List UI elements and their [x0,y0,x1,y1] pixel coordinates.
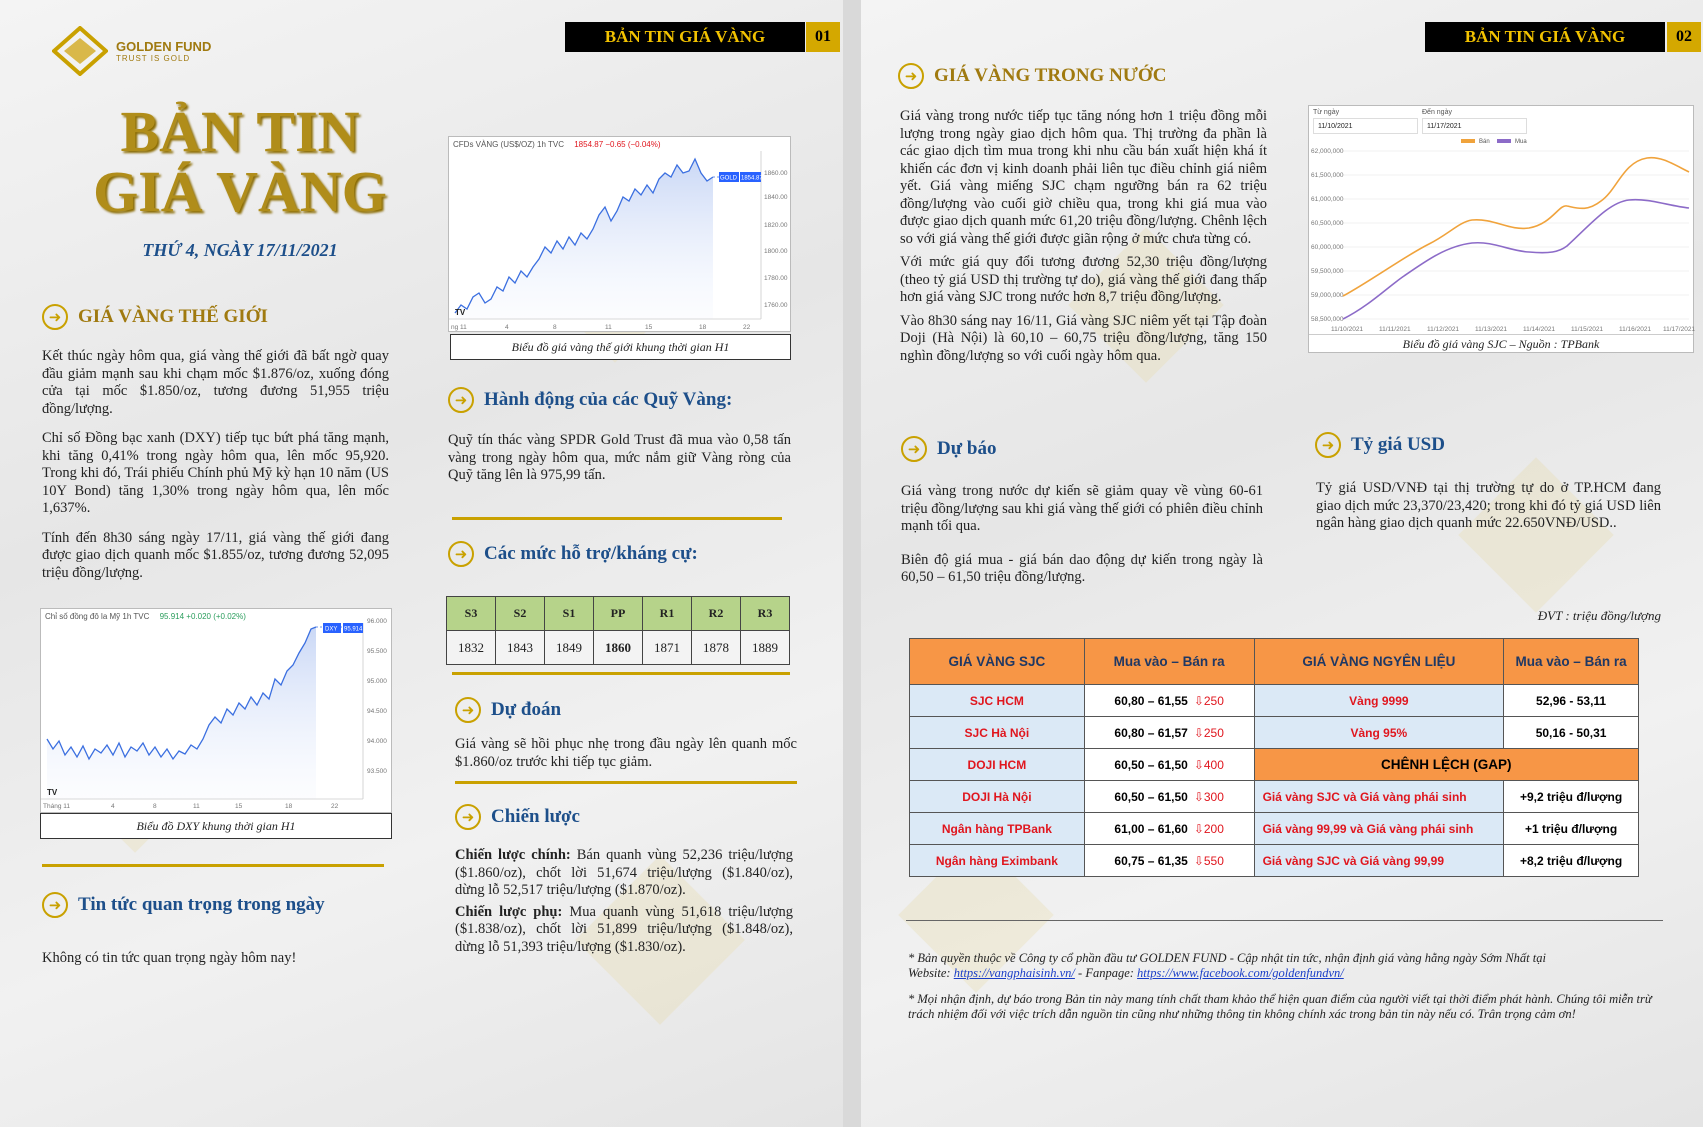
dxy-x-tick: 8 [153,803,157,810]
sjc-y-tick: 60,000,000 [1311,244,1344,251]
brand-logo [52,26,211,76]
row-price: 60,80 – 61,57 [1114,725,1188,740]
sjc-x-ticks [1331,326,1695,333]
sjc-x-tick: 11/11/2021 [1379,326,1411,333]
dxy-chart-svg [41,609,393,814]
table-row [910,781,1639,813]
section-divider [452,672,790,675]
footer-divider [906,920,1663,921]
dxy-chart-header: Chỉ số đồng đô la Mỹ 1h TVC 95.914 +0.020 (+0.02%) [45,612,246,621]
gold-price-table [909,638,1639,877]
gold-table-header-cell: Mua vào – Bán ra [1084,639,1254,685]
gold-y-ticks [764,170,788,309]
levels-header-cell: R3 [741,597,790,631]
row-right-value: +8,2 triệu đ/lượng [1504,845,1639,877]
levels-header-cell: S1 [545,597,594,631]
levels-value-cell: 1889 [741,631,790,665]
row-change: ⇩400 [1193,757,1224,772]
gold-chart-header: CFDs VÀNG (US$/OZ) 1h TVC 1854.87 −0.65 (−0.04%) [453,140,661,149]
main-title-line2: GIÁ VÀNG [93,159,387,224]
sjc-from-label: Từ ngày [1313,109,1340,116]
sjc-y-tick: 59,000,000 [1311,292,1344,299]
row-price: 61,00 – 61,60 [1114,821,1188,836]
row-right-value: +1 triệu đ/lượng [1504,813,1639,845]
gold-tag: GOLD [720,175,738,182]
sjc-x-tick: 11/13/2021 [1475,326,1508,333]
section-divider [42,864,384,867]
gold-y-tick: 1840.00 [764,194,788,201]
gold-x-tick: 22 [743,324,751,331]
page-number: 02 [1667,22,1701,52]
table-row [910,845,1639,877]
arrow-right-icon: ➜ [448,387,474,413]
tradingview-logo-icon: TV [455,308,466,317]
copyright-line: * Bản quyền thuộc về Công ty cổ phần đầu tư GOLDEN FUND - Cập nhật tin tức, nhận định giá vàng hằng ngày Sớm Nhất tại [908,951,1546,965]
arrow-right-icon: ➜ [42,304,68,330]
gold-y-tick: 1860.00 [764,170,788,177]
domestic-text [900,108,1267,377]
levels-header-row [447,597,790,631]
section-divider [452,517,782,520]
levels-value-cell: 1860 [594,631,643,665]
row-change: ⇩300 [1193,789,1224,804]
sjc-x-tick: 11/12/2021 [1427,326,1460,333]
dxy-tag-value: 95.914 [344,626,363,633]
sjc-buy-line [1343,200,1689,319]
funds-title: Hành động của các Quỹ Vàng: [484,389,733,410]
header-title: BẢN TIN GIÁ VÀNG [565,22,805,52]
issue-date: THỨ 4, NGÀY 17/11/2021 [142,240,338,260]
dxy-x-ticks [43,803,339,810]
domestic-p1: Giá vàng trong nước tiếp tục tăng nóng hơn 1 triệu đồng mỗi lượng trong ngày giao dịch hôm qua. Thị trường đa phần là các giao dịch tìm mua trong khi nhu cầu bán xuất hiện khá ít khiến các đơn vị kinh doanh phải liên tục điều chỉnh giá niêm yết. Giá vàng miếng SJC chạm ngưỡng bán ra 62 triệu đồng/lượng vào cuối giờ chiều qua, trong khi giá mua vào được giao dịch quanh mức 61,20 triệu đồng/lượng. Chênh lệch so với giá vàng thế giới được giãn rộng ở mức chưa từng có. [900,108,1267,247]
funds-text: Quỹ tín thác vàng SPDR Gold Trust đã mua vào 0,58 tấn vàng trong ngày hôm qua, mức nắm giữ Vàng ròng của Quỹ tăng lên là 975,99 tấn. [448,432,791,483]
row-price: 60,50 – 61,50 [1114,789,1188,804]
row-right-name: Giá vàng SJC và Giá vàng phái sinh [1254,781,1504,813]
world-gold-p3: Tính đến 8h30 sáng ngày 17/11, giá vàng thế giới đang được giao dịch quanh mốc $1.855/oz, tương đương 52,095 triệu đồng/lượng. [42,529,389,581]
arrow-right-icon: ➜ [448,541,474,567]
section-divider [455,781,797,784]
levels-value-cell: 1871 [643,631,692,665]
gold-table-header-cell: Mua vào – Bán ra [1504,639,1639,685]
strategy-heading [455,804,580,830]
row-right-value: +9,2 triệu đ/lượng [1504,781,1639,813]
strategy-sub-label: Chiến lược phụ: [455,903,563,920]
levels-header-cell: S3 [447,597,496,631]
disclaimer: * Mọi nhận định, dự báo trong Bản tin này mang tính chất tham khảo thể hiện quan điểm của người viết tại thời điểm phát hành. Chúng tôi miễn trừ trách nhiệm đối với việc trích dẫn nguồn tin cũng như những thông tin không chính xác trong bản tin này nếu có. Trân trọng cảm ơn! [908,992,1652,1021]
sjc-to-label: Đến ngày [1422,109,1452,116]
world-gold-p2: Chỉ số Đồng bạc xanh (DXY) tiếp tục bứt phá tăng mạnh, khi tăng 0,41% trong ngày hôm qua, lên mốc 95,920. Trong khi đó, Trái phiếu Chính phủ Mỹ kỳ hạn 10 năm (US 10Y Bond) tăng 1,30% trong ngày hôm qua, lên mốc 1,637%. [42,430,389,516]
copyright-note: * Bản quyền thuộc về Công ty cổ phần đầu tư GOLDEN FUND - Cập nhật tin tức, nhận định giá vàng hằng ngày Sớm Nhất tại Website: https://vangphaisinh.vn/ - Fanpage: https://www.facebook.com/goldenfundvn/ [908,951,1663,981]
row-price: 60,75 – 61,35 [1114,853,1188,868]
sjc-x-tick: 11/16/2021 [1619,326,1652,333]
row-right-name: Vàng 95% [1254,717,1504,749]
gold-y-tick: 1780.00 [764,275,788,282]
gold-table-header-cell: GIÁ VÀNG NGYÊN LIỆU [1254,639,1504,685]
table-row [910,749,1639,781]
row-right-name: Vàng 9999 [1254,685,1504,717]
dxy-y-tick: 93.500 [367,768,387,775]
dxy-x-tick: 18 [285,803,293,810]
domestic-heading [898,63,1166,89]
levels-header-cell: R2 [692,597,741,631]
world-gold-p1: Kết thúc ngày hôm qua, giá vàng thế giới đã bất ngờ quay đầu giảm mạnh sau khi chạm mốc $1.876/oz, xuống đóng cửa tại mốc $1.850/oz, tương đương 51,955 triệu đồng/lượng. [42,348,389,417]
legend-sell: Bán [1479,139,1490,145]
news-heading [42,892,325,918]
news-title: Tin tức quan trọng trong ngày [78,894,325,915]
news-text: Không có tin tức quan trọng ngày hôm nay! [42,950,297,966]
gold-tag-value: 1854.87 [741,175,763,182]
dxy-x-tick: 22 [331,803,339,810]
sjc-x-tick: 11/15/2021 [1571,326,1604,333]
dxy-y-tick: 95.000 [367,678,387,685]
domestic-p3: Vào 8h30 sáng nay 16/11, Giá vàng SJC niêm yết tại Tập đoàn Doji (Hà Nội) là 60,10 – 60,75 triệu đồng/lượng, tăng 150 nghìn đồng/lượng so với cuối ngày hôm qua. [900,312,1267,364]
gold-y-tick: 1800.00 [764,248,788,255]
strategy-main-label: Chiến lược chính: [455,847,571,863]
dxy-area [47,627,316,799]
sjc-y-tick: 60,500,000 [1311,220,1344,227]
dxy-quote: 95.914 +0.020 (+0.02%) [159,612,246,621]
world-gold-title: GIÁ VÀNG THẾ GIỚI [78,306,268,327]
row-name: Ngân hàng Eximbank [910,845,1085,877]
row-price: 60,50 – 61,50 [1114,757,1188,772]
prediction-p2: Biên độ giá mua - giá bán dao động dự kiến trong ngày là 60,50 – 61,50 triệu đồng/lượng. [901,551,1263,585]
dxy-tag: DXY [325,626,338,633]
world-gold-text [42,348,389,594]
world-gold-heading [42,304,268,330]
dxy-x-tick: 11 [193,803,200,810]
sjc-chart [1308,105,1694,353]
dxy-y-tick: 94.000 [367,738,387,745]
row-name: DOJI HCM [910,749,1085,781]
unit-note: ĐVT : triệu đồng/lượng [1537,608,1661,623]
legend-swatch-sell [1461,139,1475,143]
usd-title: Tỷ giá USD [1351,434,1445,455]
arrow-right-icon: ➜ [455,697,481,723]
dxy-x-tick: Tháng 11 [43,803,70,810]
sjc-y-tick: 61,000,000 [1311,196,1344,203]
prediction-heading [901,436,996,462]
row-price: 60,80 – 61,55 [1114,693,1188,708]
website-link[interactable]: https://vangphaisinh.vn/ [953,966,1075,980]
gold-x-ticks [451,324,751,331]
dxy-y-tick: 95.500 [367,648,387,655]
forecast-title: Dự đoán [491,699,562,720]
arrow-right-icon: ➜ [42,892,68,918]
strategy-main-text: Bán quanh vùng 52,236 triệu/lượng ($1.860/oz), chốt lời 51,674 triệu/lượng ($1.840/oz), dừng lỗ 52,517 triệu/lượng ($1.870/oz). [455,847,794,898]
dxy-y-ticks [367,618,387,775]
brand-name: GOLDEN FUND [116,39,212,54]
gold-x-tick: 4 [505,324,509,331]
gold-table-header [910,639,1639,685]
strategy-title: Chiến lược [491,806,580,827]
sjc-chart-caption: Biểu đồ giá vàng SJC – Nguồn : TPBank [1309,334,1693,353]
levels-header-cell: PP [594,597,643,631]
levels-header-cell: S2 [496,597,545,631]
support-resistance-table [446,596,790,665]
table-row [910,813,1639,845]
table-row [910,685,1639,717]
main-title-line1: BẢN TIN [120,99,360,164]
gold-y-tick: 1820.00 [764,222,788,229]
gold-chart-svg [449,137,792,333]
gold-quote: 1854.87 −0.65 (−0.04%) [574,140,661,149]
dxy-y-tick: 96.000 [367,618,387,625]
row-change: ⇩550 [1193,853,1224,868]
funds-heading [448,387,732,413]
usd-text: Tỷ giá USD/VNĐ tại thị trường tự do ở TP.HCM đang giao dịch mức 23,370/23,420; trong khi đó tỷ giá USD liên ngân hàng giao dịch quanh mức 22.650VNĐ/USD.. [1316,480,1661,531]
gold-x-tick: 15 [645,324,653,331]
arrow-right-icon: ➜ [455,804,481,830]
levels-value-cell: 1843 [496,631,545,665]
gold-y-tick: 1760.00 [764,302,788,309]
dxy-chart [40,608,392,813]
prediction-text [901,483,1263,599]
table-row [910,717,1639,749]
header-title: BẢN TIN GIÁ VÀNG [1425,22,1665,52]
strategy-text [455,847,793,968]
tradingview-logo-icon: TV [47,788,58,797]
domestic-p2: Với mức giá quy đổi tương đương 52,30 triệu đồng/lượng (theo tỷ giá USD thị trường tự do), giá vàng thế giới đang thấp hơn giá vàng SJC trong nước hơn 8,7 triệu đồng/lượng. [900,254,1267,305]
levels-value-row [447,631,790,665]
row-right-name: Giá vàng 99,99 và Giá vàng phái sinh [1254,813,1504,845]
sjc-x-tick: 11/17/2021 [1663,326,1695,333]
gold-x-tick: 18 [699,324,707,331]
sjc-y-ticks [1311,148,1344,323]
brand-tagline: TRUST IS GOLD [116,54,191,63]
row-change: ⇩200 [1193,821,1224,836]
sjc-x-tick: 11/14/2021 [1523,326,1556,333]
row-name: SJC Hà Nội [910,717,1085,749]
dxy-x-tick: 15 [235,803,243,810]
dxy-y-tick: 94.500 [367,708,387,715]
arrow-right-icon: ➜ [901,436,927,462]
sjc-y-tick: 58,500,000 [1311,316,1344,323]
gold-chart-caption: Biểu đồ giá vàng thế giới khung thời gian H1 [450,334,791,360]
row-name: DOJI Hà Nội [910,781,1085,813]
levels-title: Các mức hỗ trợ/kháng cự: [484,543,698,564]
gold-table-header-cell: GIÁ VÀNG SJC [910,639,1085,685]
sjc-y-tick: 61,500,000 [1311,172,1344,179]
gold-x-tick: 11 [605,324,612,331]
page-1 [0,0,843,1127]
forecast-text: Giá vàng sẽ hồi phục nhẹ trong đầu ngày lên quanh mốc $1.860/oz trước khi tiếp tục giảm. [455,736,797,770]
row-right-value: 52,96 - 53,11 [1504,685,1639,717]
page-2 [861,0,1703,1127]
gold-x-tick: 8 [553,324,557,331]
legend-buy: Mua [1515,139,1527,145]
dxy-x-tick: 4 [111,803,115,810]
row-change: ⇩250 [1193,725,1224,740]
legend-swatch-buy [1497,139,1511,143]
row-name: Ngân hàng TPBank [910,813,1085,845]
arrow-right-icon: ➜ [898,63,924,89]
prediction-p1: Giá vàng trong nước dự kiến sẽ giảm quay về vùng 60-61 triệu đồng/lượng sau khi giá vàng thế giới có phiên điều chỉnh mạnh tối qua. [901,483,1263,534]
gold-chart [448,136,791,332]
levels-value-cell: 1878 [692,631,741,665]
forecast-heading [455,697,561,723]
row-right-name: Giá vàng SJC và Giá vàng 99,99 [1254,845,1504,877]
sjc-y-tick: 62,000,000 [1311,148,1344,155]
levels-value-cell: 1832 [447,631,496,665]
gap-title: CHÊNH LỆCH (GAP) [1254,749,1638,781]
arrow-right-icon: ➜ [1315,432,1341,458]
dxy-caption: Biểu đồ DXY khung thời gian H1 [40,813,392,839]
prediction-title: Dự báo [937,438,997,459]
main-title [80,99,400,224]
domestic-title: GIÁ VÀNG TRONG NƯỚC [934,65,1167,86]
sjc-from-input[interactable]: 11/10/2021 [1313,118,1418,134]
strategy-sub-text: Mua quanh vùng 51,618 triệu/lượng ($1.838/oz), chốt lời 51,899 triệu/lượng ($1.848/oz), dừng lỗ 51,393 triệu/lượng ($1.830/oz). [455,903,794,955]
fanpage-link[interactable]: https://www.facebook.com/goldenfundvn/ [1137,966,1344,980]
levels-value-cell: 1849 [545,631,594,665]
row-name: SJC HCM [910,685,1085,717]
sjc-to-input[interactable]: 11/17/2021 [1422,118,1527,134]
row-right-value: 50,16 - 50,31 [1504,717,1639,749]
gold-x-tick: ng 11 [451,324,467,331]
golden-fund-logo-icon [52,26,108,76]
page-number: 01 [806,22,840,52]
sjc-x-tick: 11/10/2021 [1331,326,1364,333]
levels-header-cell: R1 [643,597,692,631]
sjc-y-tick: 59,500,000 [1311,268,1344,275]
sjc-sell-line [1343,158,1689,296]
levels-heading [448,541,698,567]
sjc-chart-svg [1309,106,1695,354]
row-change: ⇩250 [1193,693,1224,708]
usd-heading [1315,432,1445,458]
